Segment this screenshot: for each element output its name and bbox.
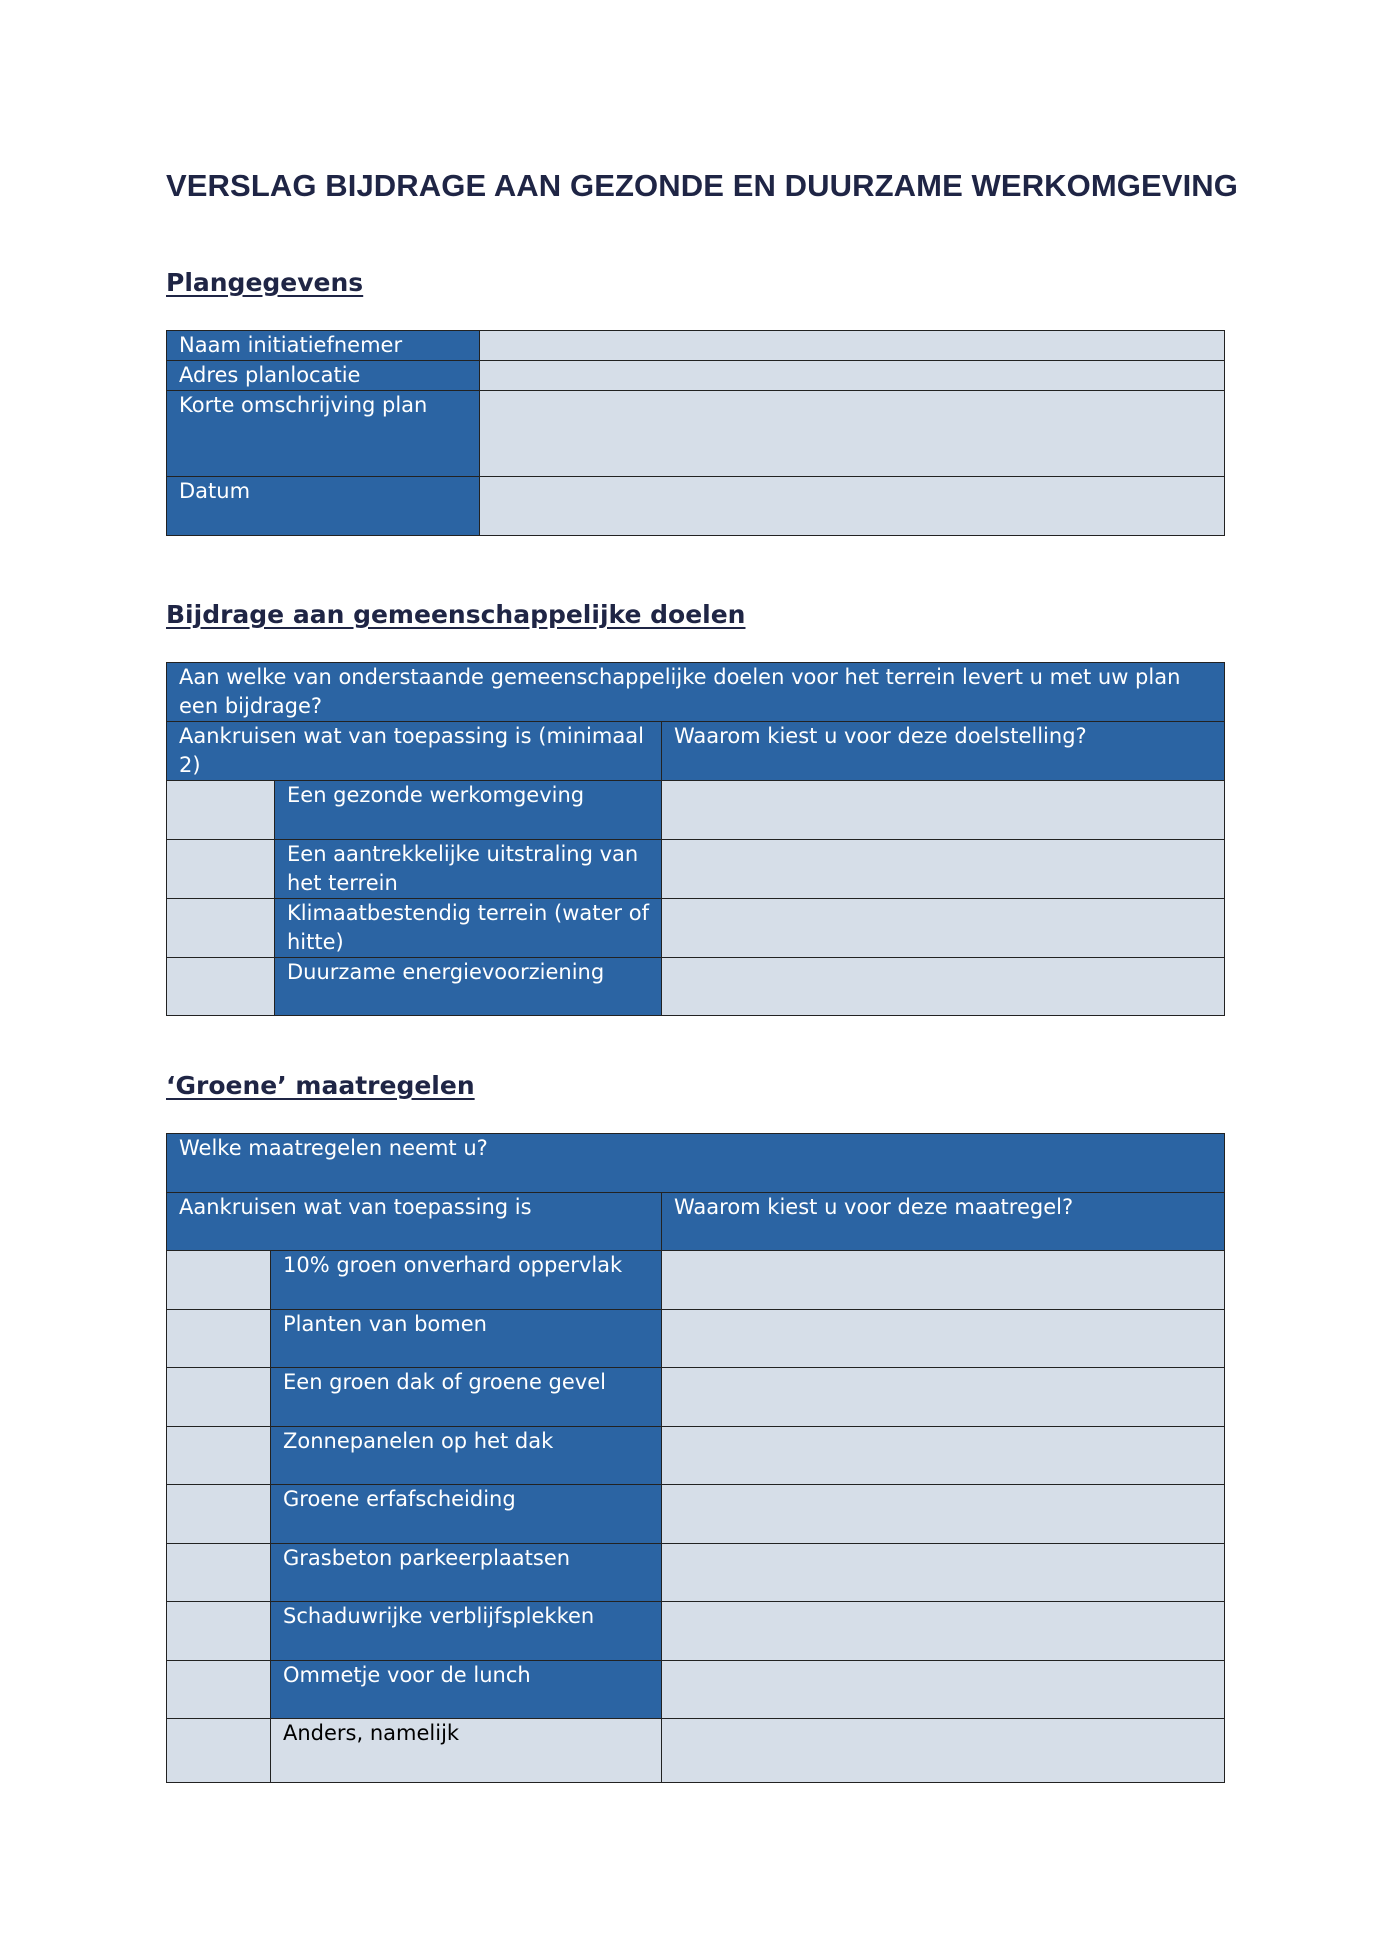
document-title: VERSLAG BIJDRAGE AAN GEZONDE EN DUURZAME WERKOMGEVING (166, 168, 1238, 203)
goal-label: Een aantrekkelijke uitstraling van het terrein (275, 840, 662, 899)
goal-row (167, 958, 1225, 1016)
measure-row (167, 1368, 1225, 1427)
label-initiator-name: Naam initiatiefnemer (167, 331, 480, 361)
measure-row (167, 1485, 1225, 1544)
measure-row (167, 1251, 1225, 1310)
goal-label: Klimaatbestendig terrein (water of hitte) (275, 899, 662, 958)
measure-reason-field[interactable] (662, 1427, 1225, 1485)
measure-checkbox[interactable] (167, 1602, 271, 1661)
measure-reason-field[interactable] (662, 1368, 1225, 1427)
measure-label: Een groen dak of groene gevel (271, 1368, 662, 1427)
goal-checkbox[interactable] (167, 781, 275, 840)
measure-label: Zonnepanelen op het dak (271, 1427, 662, 1485)
measure-checkbox[interactable] (167, 1251, 271, 1310)
measure-row (167, 1310, 1225, 1368)
goal-reason-field[interactable] (662, 958, 1225, 1016)
measures-table (166, 1133, 1225, 1783)
goal-row (167, 899, 1225, 958)
measure-reason-field[interactable] (662, 1485, 1225, 1544)
section-heading-goals: Bijdrage aan gemeenschappelijke doelen (166, 600, 746, 629)
goal-label: Duurzame energievoorziening (275, 958, 662, 1016)
measure-row-other (167, 1719, 1225, 1783)
goals-reason-column-header: Waarom kiest u voor deze doelstelling? (662, 722, 1225, 781)
measure-label: Groene erfafscheiding (271, 1485, 662, 1544)
section-heading-plangegevens: Plangegevens (166, 268, 364, 297)
measure-row (167, 1661, 1225, 1719)
goal-reason-field[interactable] (662, 899, 1225, 958)
measure-reason-field[interactable] (662, 1661, 1225, 1719)
goal-label: Een gezonde werkomgeving (275, 781, 662, 840)
measure-other-field[interactable]: Anders, namelijk (271, 1719, 662, 1783)
measures-question: Welke maatregelen neemt u? (167, 1134, 1225, 1193)
plan-details-table (166, 330, 1225, 536)
measure-checkbox[interactable] (167, 1544, 271, 1602)
goal-row (167, 840, 1225, 899)
goal-reason-field[interactable] (662, 781, 1225, 840)
measure-label: Schaduwrijke verblijfsplekken (271, 1602, 662, 1661)
measure-other-checkbox[interactable] (167, 1719, 271, 1783)
goal-row (167, 781, 1225, 840)
measure-label: Grasbeton parkeerplaatsen (271, 1544, 662, 1602)
goals-question: Aan welke van onderstaande gemeenschappelijke doelen voor het terrein levert u met uw plan een bijdrage? (167, 663, 1225, 722)
measure-checkbox[interactable] (167, 1368, 271, 1427)
label-date: Datum (167, 477, 480, 536)
goal-checkbox[interactable] (167, 840, 275, 899)
field-initiator-name[interactable] (480, 331, 1225, 361)
field-date[interactable] (480, 477, 1225, 536)
goal-reason-field[interactable] (662, 840, 1225, 899)
measure-checkbox[interactable] (167, 1661, 271, 1719)
measure-row (167, 1427, 1225, 1485)
goal-checkbox[interactable] (167, 958, 275, 1016)
measures-reason-column-header: Waarom kiest u voor deze maatregel? (662, 1193, 1225, 1251)
measure-other-reason-field[interactable] (662, 1719, 1225, 1783)
measure-reason-field[interactable] (662, 1544, 1225, 1602)
section-heading-green-measures: ‘Groene’ maatregelen (166, 1071, 475, 1100)
field-plan-description[interactable] (480, 391, 1225, 477)
goals-table (166, 662, 1225, 1016)
measure-checkbox[interactable] (167, 1485, 271, 1544)
measure-label: Planten van bomen (271, 1310, 662, 1368)
goals-check-column-header: Aankruisen wat van toepassing is (minimaal 2) (167, 722, 662, 781)
measures-check-column-header: Aankruisen wat van toepassing is (167, 1193, 662, 1251)
measure-row (167, 1544, 1225, 1602)
measure-reason-field[interactable] (662, 1310, 1225, 1368)
label-plan-address: Adres planlocatie (167, 361, 480, 391)
measure-checkbox[interactable] (167, 1310, 271, 1368)
label-plan-description: Korte omschrijving plan (167, 391, 480, 477)
measure-reason-field[interactable] (662, 1602, 1225, 1661)
goal-checkbox[interactable] (167, 899, 275, 958)
measure-label: Ommetje voor de lunch (271, 1661, 662, 1719)
field-plan-address[interactable] (480, 361, 1225, 391)
measure-label: 10% groen onverhard oppervlak (271, 1251, 662, 1310)
measure-checkbox[interactable] (167, 1427, 271, 1485)
measure-row (167, 1602, 1225, 1661)
measure-reason-field[interactable] (662, 1251, 1225, 1310)
